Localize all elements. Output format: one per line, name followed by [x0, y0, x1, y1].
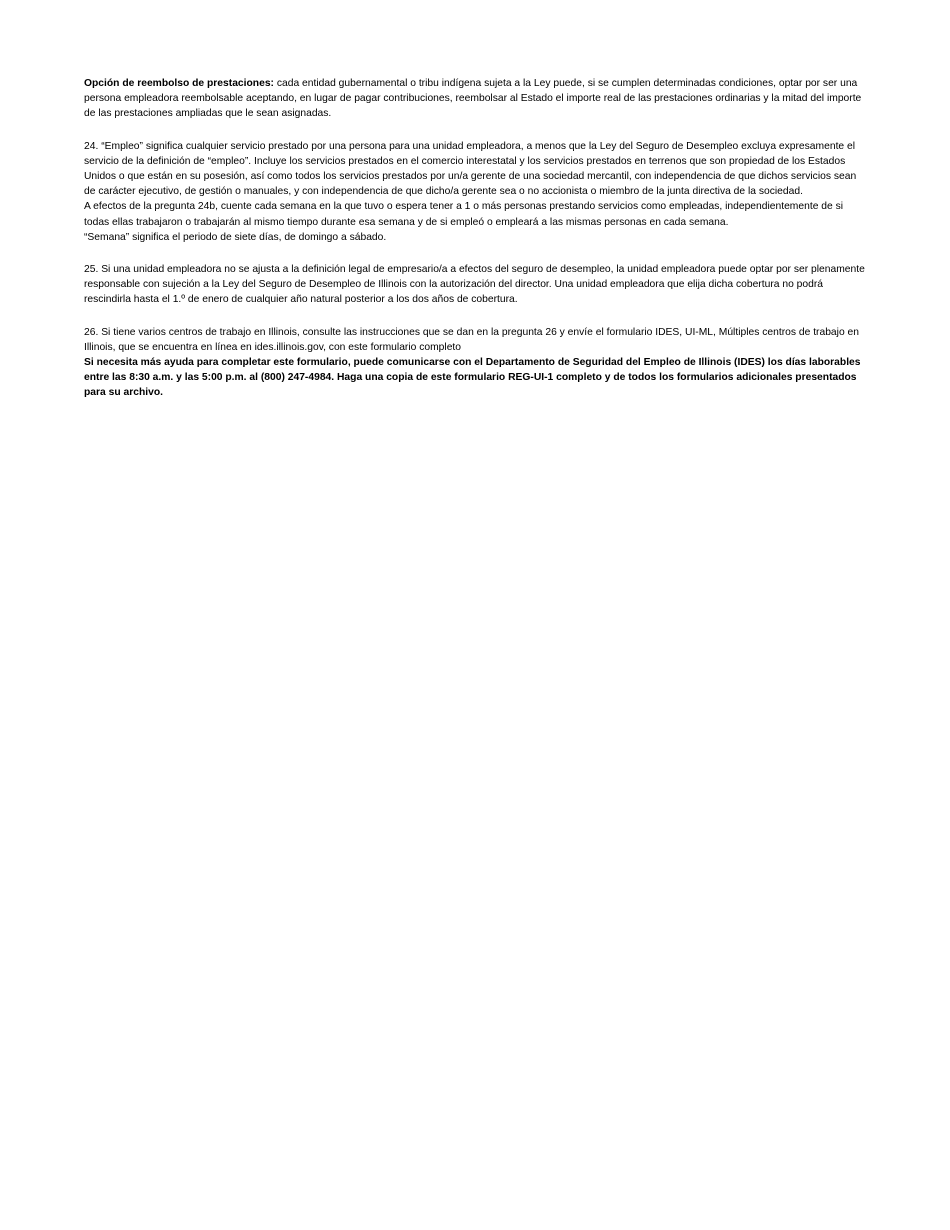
instructions-page — [84, 76, 866, 401]
item-25-paragraph — [84, 262, 866, 308]
item-25-text: Si una unidad empleadora no se ajusta a la definición legal de empresario/a a efectos del seguro de desempleo, la unidad empleadora puede optar por ser plenamente responsable con sujeción a la Ley del Seguro de Desempleo de Illinois con la autorización del director. Una unidad empleadora que elija dicha cobertura no podrá rescindirla hasta el 1.º de enero de cualquier año natural posterior a los dos años de cobertura. — [84, 264, 865, 306]
item-26-text: Si tiene varios centros de trabajo en Illinois, consulte las instrucciones que se dan en la pregunta 26 y envíe el formulario IDES, UI-ML, Múltiples centros de trabajo en Illinois, que se encuentra en línea en ides.illinois.gov, con este formulario completo — [84, 326, 859, 353]
section-gap — [84, 245, 866, 262]
item-26-paragraph — [84, 325, 866, 355]
reimbursement-paragraph — [84, 76, 866, 122]
week-definition-paragraph: “Semana” significa el periodo de siete días, de domingo a sábado. — [84, 231, 387, 243]
item-26-number: 26. — [84, 326, 99, 338]
item-24-text: “Empleo” significa cualquier servicio prestado por una persona para una unidad empleadora, a menos que la Ley del Seguro de Desempleo excluya expresamente el servicio de la definición de “empleo”. Incluye los servicios prestados en el comercio interestatal y los servicios prestados en terrenos que son propiedad de los Estados Unidos o que están en su posesión, así como todos los servicios prestados por un/a gerente de una sociedad mercantil, con independencia de que dichos servicios sean de carácter ejecutivo, de gestión o manuales, y con independencia de que dicho/a gerente sea o no accionista o miembro de la junta directiva de la sociedad. — [84, 140, 857, 198]
reimbursement-text: cada entidad gubernamental o tribu indígena sujeta a la Ley puede, si se cumplen determinadas condiciones, optar por ser una persona empleadora reembolsable aceptando, en lugar de pagar contribuciones, reembolsar al Estado el importe real de las prestaciones ordinarias y la mitad del importe de las prestaciones ampliadas que le sean asignadas. — [84, 78, 862, 120]
item-24-paragraph — [84, 139, 866, 200]
reimbursement-heading: Opción de reembolso de prestaciones: — [84, 78, 274, 89]
section-gap — [84, 308, 866, 325]
help-contact-paragraph: Si necesita más ayuda para completar este formulario, puede comunicarse con el Departamento de Seguridad del Empleo de Illinois (IDES) los días laborables entre las 8:30 a.m. y las 5:00 p.m. al (800) 247-4984. Haga una copia de este formulario REG-UI-1 completo y de todos los formularios adicionales presentados para su archivo. — [84, 357, 861, 399]
item-25-number: 25. — [84, 264, 99, 276]
item-24-number: 24. — [84, 140, 99, 152]
item-24b-paragraph: A efectos de la pregunta 24b, cuente cada semana en la que tuvo o espera tener a 1 o más personas prestando servicios como empleadas, independientemente de si todas ellas trabajaron o trabajarán al mismo tiempo durante esa semana y de si empleó o empleará a las mismas personas en cada semana. — [84, 201, 844, 228]
section-gap — [84, 122, 866, 139]
